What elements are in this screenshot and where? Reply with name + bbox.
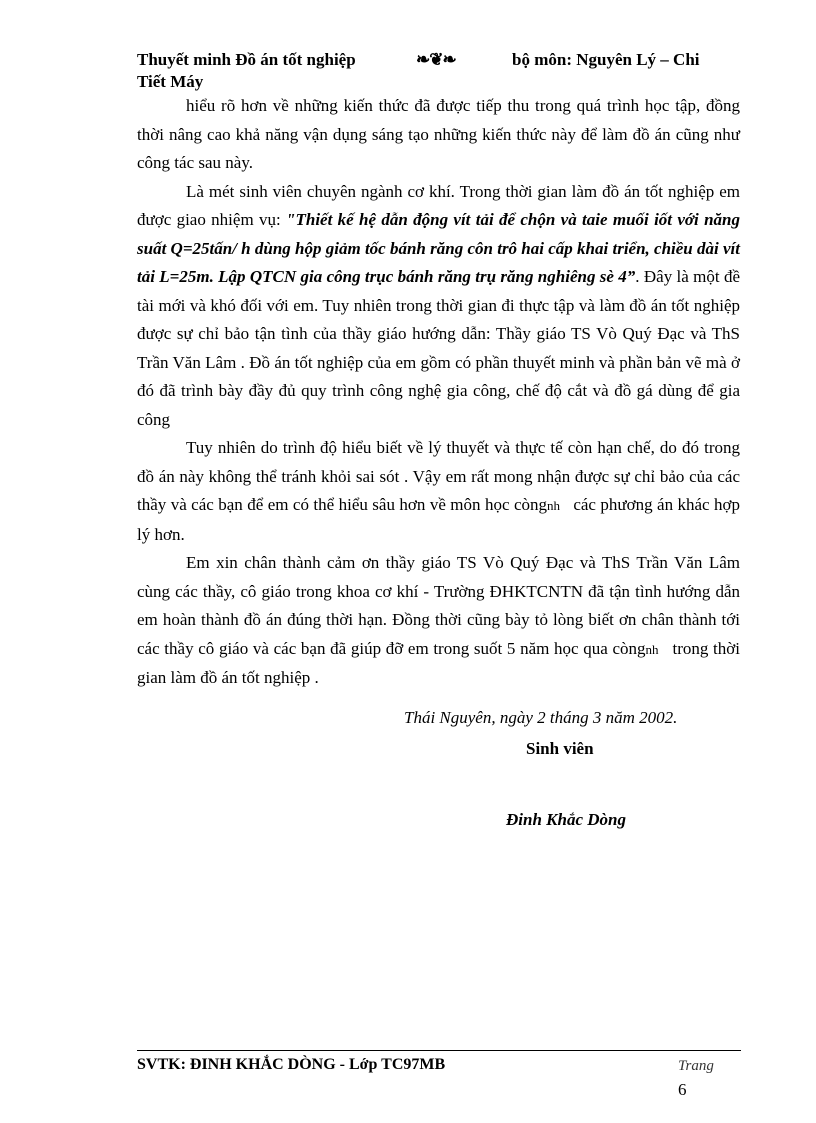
header-title: Thuyết minh Đồ án tốt nghiệp <box>137 50 356 69</box>
paragraph-3-text-b: các phương án khác hợp lý hơn. <box>137 495 741 544</box>
paragraph-2-rest: . Đây là một đề tài mới và khó đối với em. Tuy nhiên trong thời gian đi thực tập và làm đồ án tốt nghiệp được sự chỉ bảo tận tình của thầy giáo hướng dẫn: Thầy giáo TS Vò Quý Đạc và ThS Trần Văn Lâm . Đồ án tốt nghiệp của em gồm có phần thuyết minh và phần bản vẽ mà ở đó đã trình bày đầy đủ quy trình công nghệ gia công, chế độ cắt và đồ gá dùng để gia công <box>137 267 740 429</box>
paragraph-2 <box>137 178 740 435</box>
paragraph-3-text-a: Tuy nhiên do trình độ hiểu biết về lý thuyết và thực tế còn hạn chế, do đó trong đồ án này không thể tránh khỏi sai sót . Vậy em rất mong nhận được sự chỉ bảo của các thầy và các bạn để em có thể hiểu sâu hơn về môn học còng <box>137 438 740 514</box>
author-name: Đinh Khắc Dòng <box>506 810 626 829</box>
header-department-cont: Tiết Máy <box>137 72 204 91</box>
footer-divider <box>137 1050 741 1051</box>
paragraph-4-small: nh <box>645 641 659 657</box>
page-number: 6 <box>678 1080 687 1099</box>
paragraph-4 <box>137 549 740 693</box>
thesis-topic: "Thiết kế hệ dẫn động vít tải để chộn và taie muối iốt với năng suất Q=25tấn/ h dùng hộp giảm tốc bánh răng côn trô hai cấp khai triển, chiều dài vít tải L=25m. Lập QTCN gia công trục bánh răng trụ răng nghiêng sè 4” <box>137 210 740 286</box>
closing-date: Thái Nguyên, ngày 2 tháng 3 năm 2002. <box>404 708 678 727</box>
paragraph-4-text-a: Em xin chân thành cảm ơn thầy giáo TS Vò Quý Đạc và ThS Trần Văn Lâm cùng các thầy, cô giáo trong khoa cơ khí - Trường ĐHKTCNTN đã tận tình hướng dẫn em hoàn thành đồ án đúng thời hạn. Đồng thời cũng bày tỏ lòng biết ơn chân thành tới các thầy cô giáo và các bạn đã giúp đỡ em trong suốt 5 năm học qua còng <box>137 553 740 658</box>
paragraph-3 <box>137 434 740 549</box>
document-body <box>137 92 740 693</box>
header-ornament-icon: ❧❦❧ <box>416 50 456 69</box>
paragraph-1-text: hiểu rõ hơn về những kiến thức đã được tiếp thu trong quá trình học tập, đồng thời nâng cao khả năng vận dụng sáng tạo những kiến thức này để làm đồ án cũng như công tác sau này. <box>137 96 740 172</box>
page-label: Trang <box>678 1058 714 1074</box>
paragraph-4-text-b: trong thời gian làm đồ án tốt nghiệp . <box>137 638 740 687</box>
closing-role: Sinh viên <box>526 739 594 758</box>
paragraph-2-intro: Là mét sinh viên chuyên ngành cơ khí. Trong thời gian làm đồ án tốt nghiệp em được giao nhiệm vụ: <box>137 181 740 229</box>
header-department: bộ môn: Nguyên Lý – Chi <box>512 50 700 69</box>
footer-author: SVTK: ĐINH KHẮC DÒNG - Lớp TC97MB <box>137 1056 446 1073</box>
paragraph-3-small: nh <box>547 498 560 513</box>
paragraph-1 <box>137 92 740 178</box>
